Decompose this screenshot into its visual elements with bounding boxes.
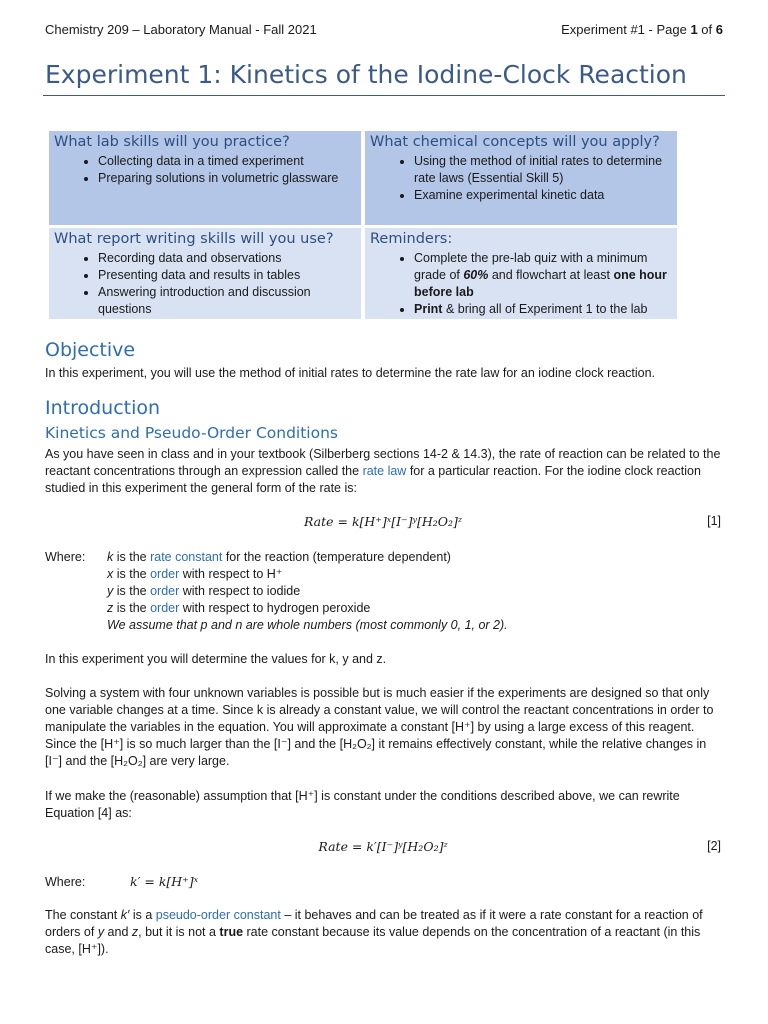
order-term: order [150, 567, 180, 581]
objective-heading: Objective [45, 339, 136, 361]
course-title: Chemistry 209 – Laboratory Manual - Fall 2021 [45, 22, 317, 37]
equation-1-number: [1] [707, 514, 721, 528]
list-item: • Collecting data in a timed experiment [98, 153, 356, 170]
concepts-box [365, 131, 677, 225]
list-item: • Answering introduction and discussion questions [98, 284, 356, 318]
concepts-heading: What chemical concepts will you apply? [370, 134, 660, 150]
equation-1-expression: Rate = k[H⁺]ˣ[I⁻]ʸ[H₂O₂]ᶻ [303, 514, 463, 529]
assumption-note: We assume that p and n are whole numbers (most commonly 0, 1, or 2). [107, 618, 508, 632]
equation-1 [45, 514, 721, 529]
intro-paragraph-2: In this experiment you will determine the values for k, y and z. [45, 652, 387, 666]
intro-paragraph-1: As you have seen in class and in your textbook (Silberberg sections 14-2 & 14.3), the rate of reaction can be related to the reactant concentrations through an expression called the rate law for a particular reaction. For the iodine clock reaction studied in this experiment the general form of the rate is: [45, 447, 721, 495]
order-term: order [150, 584, 180, 598]
pseudo-order-term: pseudo-order constant [155, 908, 281, 922]
introduction-heading: Introduction [45, 397, 161, 419]
intro-paragraph-5: The constant k′ is a pseudo-order constant – it behaves and can be treated as if it were a rate constant for a reaction of orders of y and z, but it is not a true rate constant because its value depends on the concentration of a reactant (in this case, [H⁺]). [45, 908, 703, 956]
list-item: • Recording data and observations [98, 250, 356, 267]
where-label: Where: [45, 875, 86, 889]
list-item: • Examine experimental kinetic data [414, 187, 672, 204]
writing-skills-heading: What report writing skills will you use? [54, 231, 334, 247]
objective-text: In this experiment, you will use the method of initial rates to determine the rate law for an iodine clock reaction. [45, 366, 656, 380]
page-indicator: Experiment #1 - Page 1 of 6 [561, 22, 723, 37]
lab-skills-list [54, 153, 356, 187]
list-item: • Preparing solutions in volumetric glassware [98, 170, 356, 187]
info-boxes [49, 131, 677, 319]
document-title: Experiment 1: Kinetics of the Iodine-Clock Reaction [45, 60, 687, 89]
reminders-box [365, 228, 677, 319]
rate-constant-term: rate constant [150, 550, 223, 564]
list-item: • Print & bring all of Experiment 1 to the lab [414, 301, 672, 318]
pseudo-constant-equation: k′ = k[H⁺]ˣ [130, 874, 199, 889]
lab-skills-box [49, 131, 361, 225]
intro-paragraph-4: If we make the (reasonable) assumption that [H⁺] is constant under the conditions described above, we can rewrite Equation [4] as: [45, 789, 680, 820]
writing-skills-list [54, 250, 356, 318]
intro-paragraph-3: Solving a system with four unknown variables is possible but is much easier if the experiments are designed so that only one variable changes at a time. Since k is already a constant value, we will control the reactant concentrations in order to manipulate the variables in the equation. You will approximate a constant [H⁺] by using a large excess of this reagent. Since the [H⁺] is so much larger than the [I⁻] and the [H₂O₂] it remains effectively constant, while the relative changes in [I⁻] and the [H₂O₂] are very large. [45, 686, 714, 768]
kinetics-subheading: Kinetics and Pseudo-Order Conditions [45, 424, 338, 442]
lab-skills-heading: What lab skills will you practice? [54, 134, 290, 150]
where-block-2 [45, 873, 198, 891]
title-divider [43, 95, 725, 96]
list-item: • Complete the pre-lab quiz with a minimum grade of 60% and flowchart at least one hour before lab [414, 250, 672, 301]
list-item: • Presenting data and results in tables [98, 267, 356, 284]
reminders-list [370, 250, 672, 318]
equation-2-number: [2] [707, 839, 721, 853]
list-item: • Using the method of initial rates to determine rate laws (Essential Skill 5) [414, 153, 672, 187]
writing-skills-box [49, 228, 361, 319]
equation-2 [45, 839, 721, 854]
where-block: Where: k is the rate constant for the reaction (temperature dependent) x is the order with respect to H⁺ y is the order with respect to iodide z is the order with respect to hydrogen peroxide We assume that p and n are whole numbers (most commonly 0, 1, or 2). [45, 550, 508, 632]
page-header [45, 22, 723, 37]
concepts-list [370, 153, 672, 204]
where-label: Where: [45, 550, 86, 564]
order-term: order [150, 601, 180, 615]
reminders-heading: Reminders: [370, 231, 453, 247]
equation-2-expression: Rate = k′[I⁻]ʸ[H₂O₂]ᶻ [318, 839, 448, 854]
rate-law-term: rate law [362, 464, 407, 478]
